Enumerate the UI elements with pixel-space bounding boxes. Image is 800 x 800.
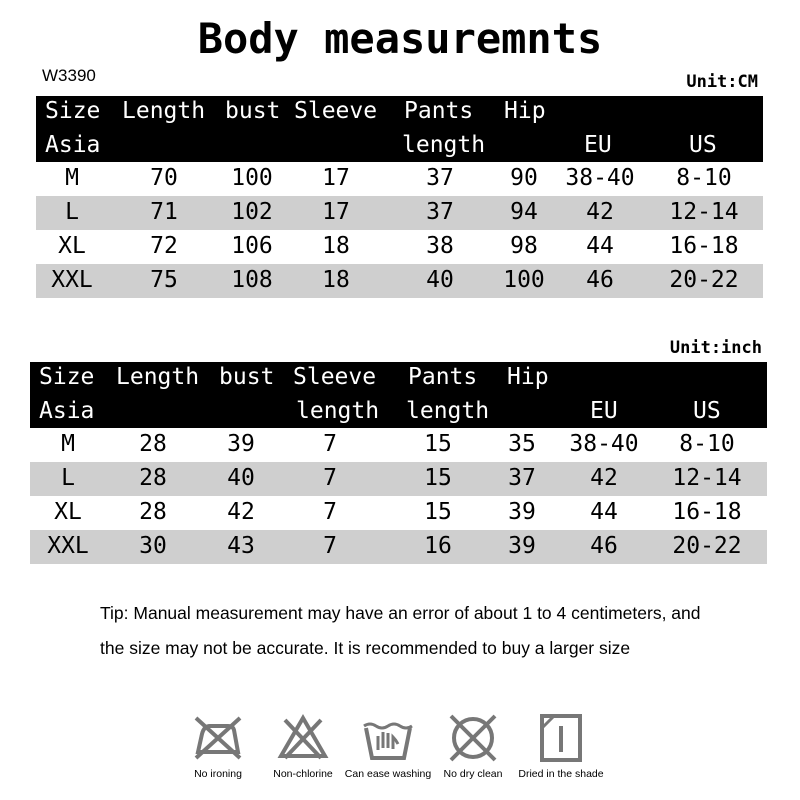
cell-pants-length: 15: [424, 499, 452, 525]
cell-us: 16-18: [669, 233, 739, 259]
table-row: [36, 162, 763, 196]
header-sleeve: Sleeve: [294, 98, 378, 124]
cell-length: 71: [150, 199, 178, 225]
cell-sleeve: 17: [322, 165, 350, 191]
header-length: Length: [116, 364, 200, 390]
dry-in-shade-icon: [533, 712, 589, 764]
tip-text: Tip: Manual measurement may have an error of about 1 to 4 centimeters, and the size may not be accurate. It is recommended to buy a larger size: [100, 603, 701, 658]
header-pants-length: length: [402, 132, 486, 158]
table-row: [30, 462, 767, 496]
cell-hip: 90: [510, 165, 538, 191]
cell-us: 12-14: [672, 465, 742, 491]
table-row: [36, 264, 763, 298]
cell-pants-length: 15: [424, 431, 452, 457]
cell-pants-length: 38: [426, 233, 454, 259]
cell-eu: 46: [586, 267, 614, 293]
care-label: Non-chlorine: [273, 768, 333, 780]
cell-size: XL: [58, 233, 86, 259]
cell-bust: 100: [231, 165, 273, 191]
cell-length: 30: [139, 533, 167, 559]
header-us: US: [689, 132, 717, 158]
header-eu: EU: [584, 132, 612, 158]
non-chlorine-icon: [275, 712, 331, 764]
cell-sleeve: 17: [322, 199, 350, 225]
table-row: [36, 196, 763, 230]
header-pants-length: length: [406, 398, 490, 424]
page-title: Body measuremnts: [197, 14, 603, 63]
cell-bust: 40: [227, 465, 255, 491]
cell-eu: 38-40: [569, 431, 639, 457]
cell-pants-length: 40: [426, 267, 454, 293]
cell-size: M: [65, 165, 79, 191]
cell-hip: 100: [503, 267, 545, 293]
no-ironing-icon: [190, 712, 246, 764]
table-row: [30, 428, 767, 462]
cell-us: 12-14: [669, 199, 739, 225]
cell-eu: 42: [586, 199, 614, 225]
product-code: W3390: [42, 66, 96, 85]
table-header: [36, 96, 763, 162]
cell-hip: 39: [508, 499, 536, 525]
cell-eu: 44: [586, 233, 614, 259]
care-item: [506, 712, 616, 780]
unit-cm-label: Unit:CM: [686, 72, 758, 92]
cell-eu: 46: [590, 533, 618, 559]
cell-sleeve: 7: [323, 533, 337, 559]
header-pants: Pants: [404, 98, 474, 124]
table-header: [30, 362, 767, 428]
cell-bust: 108: [231, 267, 273, 293]
cell-size: L: [65, 199, 79, 225]
table-row: [36, 230, 763, 264]
cell-eu: 44: [590, 499, 618, 525]
care-label: No dry clean: [443, 768, 503, 780]
cell-pants-length: 37: [426, 165, 454, 191]
header-hip: Hip: [507, 364, 549, 390]
header-hip: Hip: [504, 98, 546, 124]
care-label: Dried in the shade: [518, 768, 604, 780]
cell-us: 20-22: [669, 267, 739, 293]
header-eu: EU: [590, 398, 618, 424]
header-asia: Asia: [45, 132, 101, 158]
cell-sleeve: 18: [322, 233, 350, 259]
header-size: Size: [45, 98, 101, 124]
cell-hip: 35: [508, 431, 536, 457]
cell-length: 28: [139, 499, 167, 525]
cell-bust: 106: [231, 233, 273, 259]
cell-length: 72: [150, 233, 178, 259]
cell-us: 8-10: [676, 165, 732, 191]
cell-sleeve: 7: [323, 499, 337, 525]
cell-pants-length: 16: [424, 533, 452, 559]
table-row: [30, 496, 767, 530]
cell-hip: 94: [510, 199, 538, 225]
cell-hip: 98: [510, 233, 538, 259]
cell-hip: 39: [508, 533, 536, 559]
cell-bust: 102: [231, 199, 273, 225]
cell-length: 28: [139, 431, 167, 457]
header-sleeve: Sleeve: [293, 364, 377, 390]
cell-size: M: [61, 431, 75, 457]
cell-eu: 38-40: [565, 165, 635, 191]
cell-pants-length: 15: [424, 465, 452, 491]
cell-pants-length: 37: [426, 199, 454, 225]
table-row: [30, 530, 767, 564]
cell-length: 70: [150, 165, 178, 191]
cell-us: 20-22: [672, 533, 742, 559]
cell-size: XXL: [51, 267, 93, 293]
cell-size: XXL: [47, 533, 89, 559]
header-length: Length: [122, 98, 206, 124]
care-label: No ironing: [194, 768, 242, 780]
size-table-inch: [30, 362, 767, 564]
cell-bust: 42: [227, 499, 255, 525]
header-bust: bust: [225, 98, 281, 124]
no-dry-clean-icon: [445, 712, 501, 764]
hand-wash-icon: [360, 712, 416, 764]
cell-sleeve: 7: [323, 465, 337, 491]
cell-size: L: [61, 465, 75, 491]
header-pants: Pants: [408, 364, 478, 390]
cell-bust: 39: [227, 431, 255, 457]
cell-size: XL: [54, 499, 82, 525]
header-bust: bust: [219, 364, 275, 390]
header-sleeve-length: length: [296, 398, 380, 424]
cell-eu: 42: [590, 465, 618, 491]
cell-length: 75: [150, 267, 178, 293]
header-asia: Asia: [39, 398, 95, 424]
cell-bust: 43: [227, 533, 255, 559]
header-size: Size: [39, 364, 95, 390]
cell-length: 28: [139, 465, 167, 491]
size-table-cm: [36, 96, 763, 298]
cell-hip: 37: [508, 465, 536, 491]
cell-us: 8-10: [679, 431, 735, 457]
care-label: Can ease washing: [344, 768, 432, 780]
header-us: US: [693, 398, 721, 424]
cell-sleeve: 7: [323, 431, 337, 457]
cell-us: 16-18: [672, 499, 742, 525]
unit-inch-label: Unit:inch: [669, 338, 762, 358]
cell-sleeve: 18: [322, 267, 350, 293]
